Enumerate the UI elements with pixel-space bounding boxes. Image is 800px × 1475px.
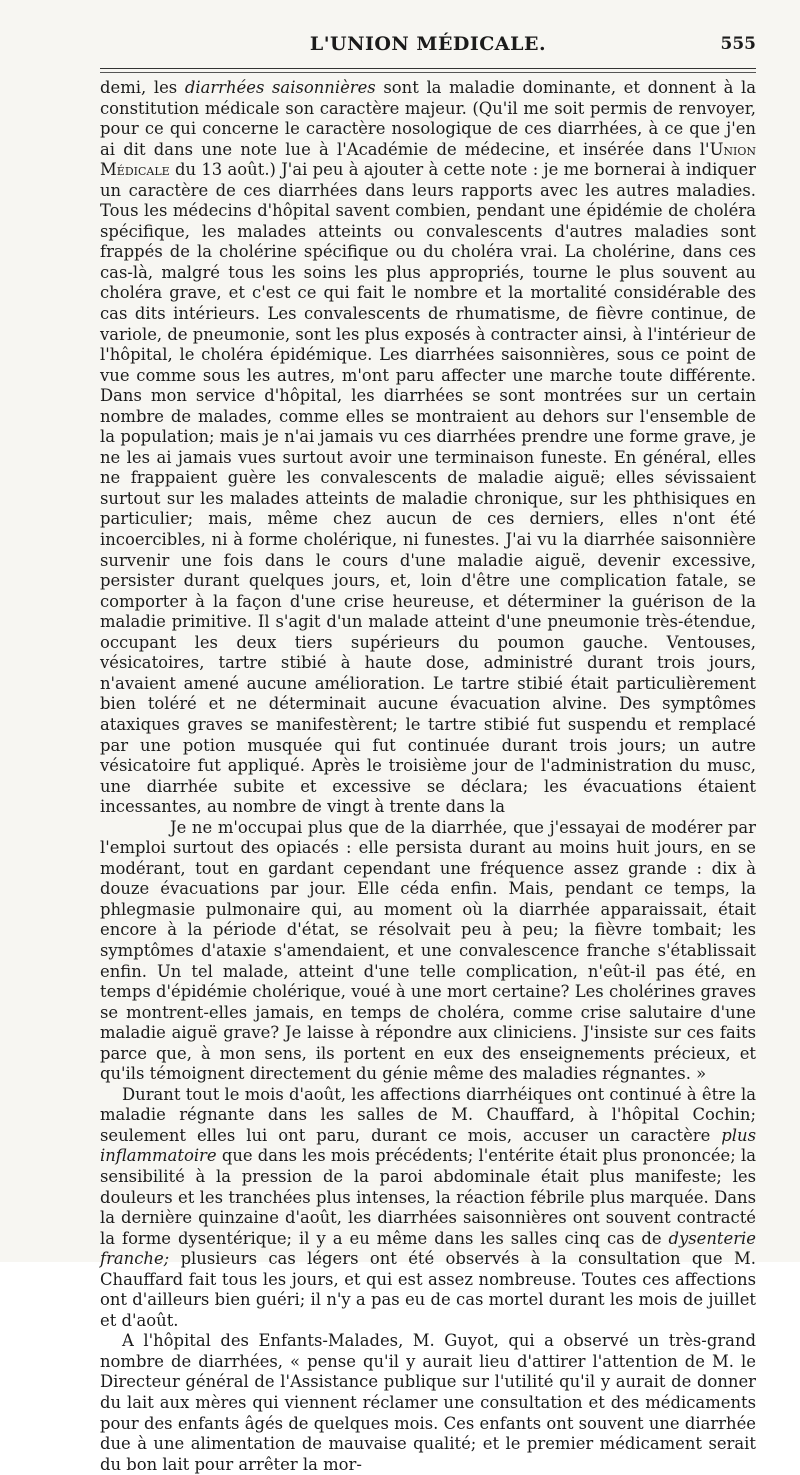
smallcaps-run: Union Médicale: [100, 139, 756, 180]
text-run: A l'hôpital des Enfants-Malades, M. Guyot, qui a observé un très-grand nombre de diarrhées, « pense qu'il y aurait lieu d'attirer l'attention de M. le Directeur général de l'Assistance publique sur l'utilité qu'il y aurait de donner du lait aux mères qui viennent réclamer une consultation et des médicaments pour des enfants âgés de quelques mois. Ces enfants ont souvent une diarrhée due à une alimentation de mauvaise qualité; et le premier médicament serait du bon lait pour arrêter la mor-: [100, 1331, 756, 1474]
running-title: L'UNION MÉDICALE.: [309, 33, 547, 55]
text-run: que dans les mois précédents; l'entérite était plus prononcée; la sensibilité à la pression de la paroi abdominale était plus manifeste; les douleurs et les tranchées plus intenses, la réaction fébrile plus marquée. Dans la dernière quinzaine d'août, les diarrhées saisonnières ont souvent contracté la forme dysentérique; il y a eu même dans les salles cinq cas de: [100, 1146, 756, 1248]
page-number: 555: [720, 34, 756, 54]
header-rule: [100, 68, 756, 69]
italic-run: dysenterie franche;: [100, 1228, 756, 1269]
italic-run: plus inflammatoire: [100, 1125, 756, 1166]
page-header: [100, 33, 756, 61]
paragraph: [100, 818, 756, 1085]
header-rule-thin: [100, 72, 756, 73]
text-run: Je ne m'occupai plus que de la diarrhée, que j'essayai de modérer par l'emploi surtout des opiacés : elle persista durant au moins huit jours, en se modérant, tout en gardant cependant une fréquence assez grande : dix à douze évacuations par jour. Elle céda enfin. Mais, pendant ce temps, la phlegmasie pulmonaire qui, au moment où la diarrhée apparaissait, était encore à la période d'état, se résolvait peu à peu; la fièvre tombait; les symptômes d'ataxie s'amendaient, et une convalescence franche s'établissait enfin. Un tel malade, atteint d'une telle complication, n'eût-il pas été, en temps d'épidémie cholérique, voué à une mort certaine? Les cholérines graves se montrent-elles jamais, en temps de choléra, comme crise salutaire d'une maladie aiguë grave? Je laisse à répondre aux cliniciens. J'insiste sur ces faits parce que, à mon sens, ils portent en eux des enseignements précieux, et qu'ils témoignent directement du génie même des maladies régnantes. »: [100, 817, 756, 1084]
text-run: du 13 août.) J'ai peu à ajouter à cette note : je me bornerai à indiquer un caractère de ces diarrhées dans leurs rapports avec les autres maladies. Tous les médecins d'hôpital savent combien, pendant une épidémie de choléra spécifique, les malades atteints ou convalescents d'autres maladies sont frappés de la cholérine spécifique ou du choléra vrai. La cholérine, dans ces cas-là, malgré tous les soins les plus appropriés, tourne le plus souvent au choléra grave, et c'est ce qui fait le nombre et la mortalité considérable des cas dits intérieurs. Les convalescents de rhumatisme, de fièvre continue, de variole, de pneumonie, sont les plus exposés à contracter ainsi, à l'intérieur de l'hôpital, le choléra épidémique. Les diarrhées saisonnières, sous ce point de vue comme sous les autres, m'ont paru affecter une marche toute différente. Dans mon service d'hôpital, les diarrhées se sont montrées sur un certain nombre de malades, comme elles se montraient au dehors sur l'ensemble de la population; mais je n'ai jamais vu ces diarrhées prendre une forme grave, je ne les ai jamais vues surtout avoir une terminaison funeste. En général, elles ne frappaient guère les convalescents de maladie aiguë; elles sévissaient surtout sur les malades atteints de maladie chronique, sur les phthisiques en particulier; mais, même chez aucun de ces derniers, elles n'ont été incoercibles, ni à forme cholérique, ni funestes. J'ai vu la diarrhée saisonnière survenir une fois dans le cours d'une maladie aiguë, devenir excessive, persister durant quelques jours, et, loin d'être une complication fatale, se comporter à la façon d'une crise heureuse, et déterminer la guérison de la maladie primitive. Il s'agit d'un malade atteint d'une pneumonie très-étendue, occupant les deux tiers supérieurs du poumon gauche. Ventouses, vésicatoires, tartre stibié à haute dose, administré durant trois jours, n'avaient amené aucune amélioration. Le tartre stibié était particulièrement bien toléré et ne déterminait aucune évacuation alvine. Des symptômes ataxiques graves se manifestèrent; le tartre stibié fut suspendu et remplacé par une potion musquée qui fut continuée durant trois jours; un autre vésicatoire fut appliqué. Après le troisième jour de l'administration du musc, une diarrhée subite et excessive se déclara; les évacuations étaient incessantes, au nombre de vingt à trente dans la: [100, 160, 756, 817]
text-run: sont la maladie dominante, et donnent à la constitution médicale son caractère majeur. (Qu'il me soit permis de renvoyer, pour ce qui concerne le caractère nosologique de ces diarrhées, à ce que j'en ai dit dans une note lue à l'Académie de médecine, et insérée dans l': [100, 78, 756, 159]
text-run: plusieurs cas légers ont été observés à la consultation que M. Chauffard fait tous les jours, et qui est assez nombreuse. Toutes ces affections ont d'ailleurs bien guéri; il n'y a pas eu de cas mortel durant les mois de juillet et d'août.: [100, 1249, 756, 1330]
paragraph: [100, 1085, 756, 1332]
paragraph: [100, 1331, 756, 1475]
italic-run: diarrhées saisonnières: [184, 78, 376, 97]
body-text: [100, 78, 756, 1475]
text-run: demi, les: [100, 78, 185, 97]
text-run: Durant tout le mois d'août, les affections diarrhéiques ont continué à être la maladie régnante dans les salles de M. Chauffard, à l'hôpital Cochin; seulement elles lui ont paru, durant ce mois, accuser un caractère: [100, 1084, 756, 1145]
paragraph: [100, 78, 756, 818]
